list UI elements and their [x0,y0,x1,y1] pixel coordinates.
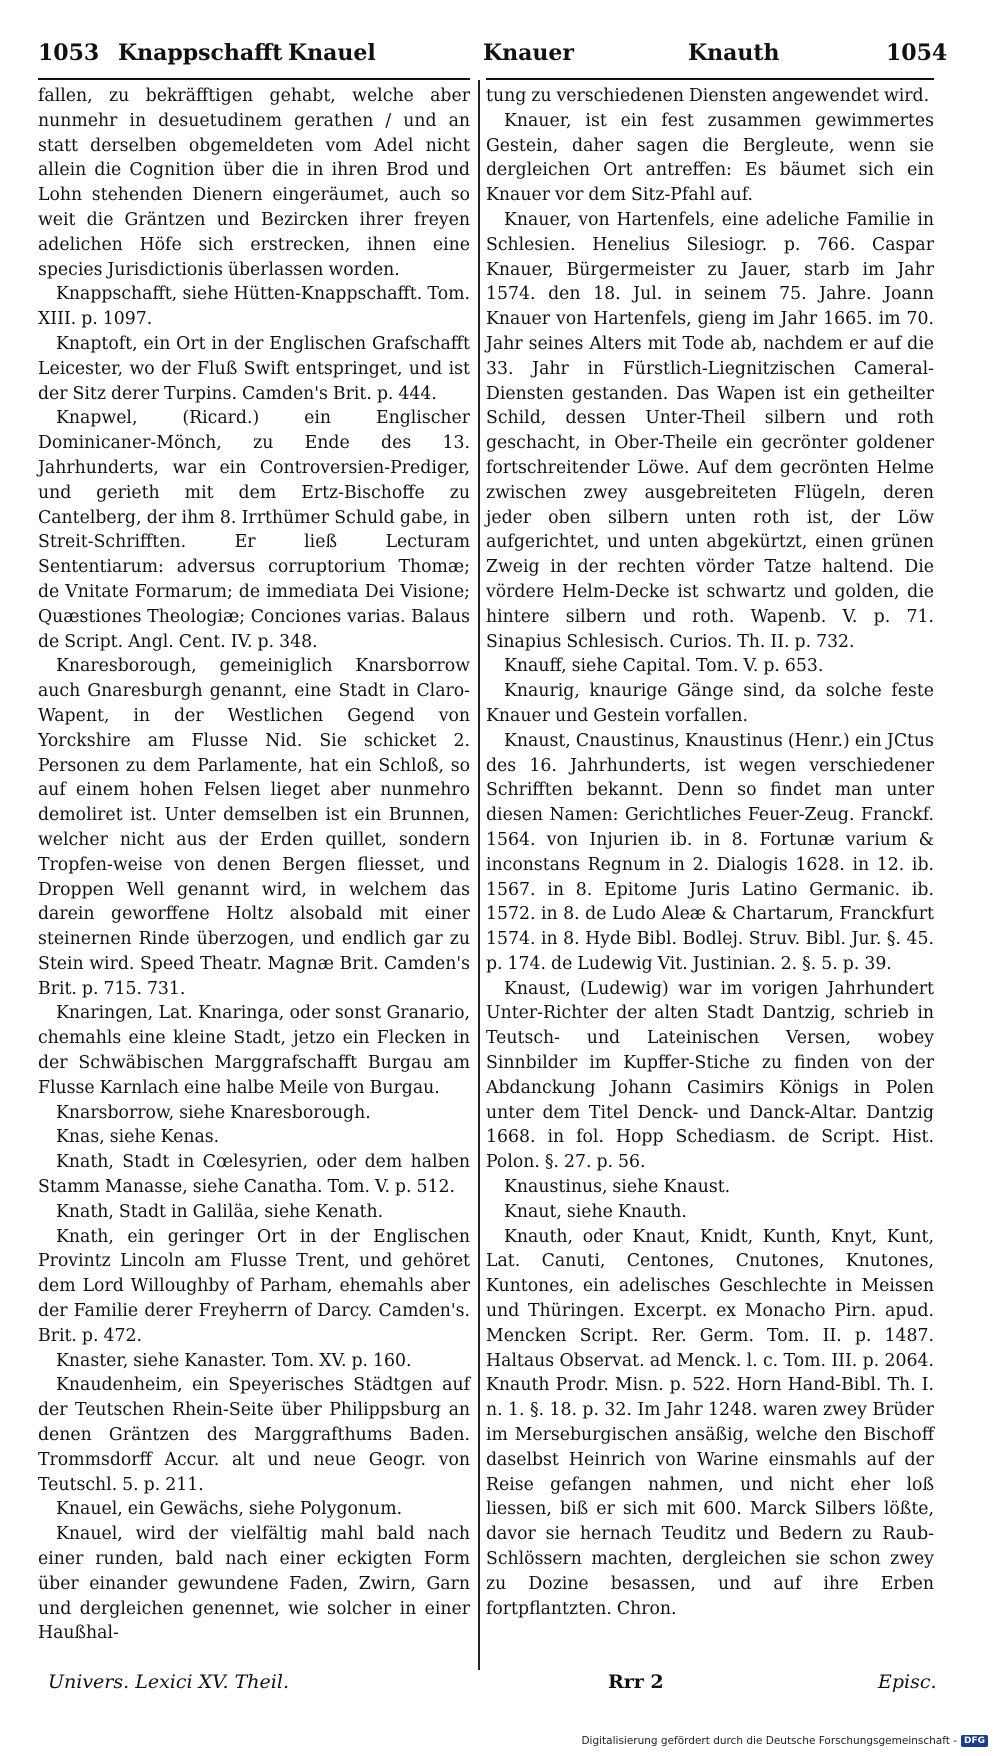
right-paragraph: tung zu verschiedenen Diensten angewendet wird. [486,86,930,106]
left-paragraph: Knauel, wird der vielfältig mahl bald nach einer runden, bald nach einer eckigten Form über einander gewundene Faden, Zwirn, Garn und dergleichen genennet, wie solcher in einer Haußhal- [38,1524,470,1644]
left-paragraph: Knath, ein geringer Ort in der Englischen Provintz Lincoln am Flusse Trent, und gehöret dem Lord Willoughby of Parham, ehemahls aber der Familie derer Freyherrn of Darcy. Camden's. Brit. p. 472. [38,1226,470,1346]
right-paragraph: Knaustinus, siehe Knaust. [504,1177,731,1198]
left-paragraph: Knath, Stadt in Galiläa, siehe Kenath. [56,1201,384,1222]
right-paragraph: Knaust, (Ludewig) war im vorigen Jahrhundert Unter-Richter der alten Stadt Dantzig, schrieb in Teutsch- und Lateinischen Versen, wobey Sinnbilder im Kupffer-Stiche zu finden von der Abdanckung Johann Casimirs Königs in Polen unter dem Titel Denck- und Danck-Altar. Dantzig 1668. in fol. Hopp Schediasm. de Script. Hist. Polon. §. 27. p. 56. [486,978,934,1173]
page-header [38,40,962,76]
right-catchword-2: Knauth [688,40,780,66]
dfg-logo: DFG [961,1735,988,1747]
left-paragraph: Knarsborrow, siehe Knaresborough. [56,1102,371,1123]
left-paragraph: Knath, Stadt in Cœlesyrien, oder dem halben Stamm Manasse, siehe Canatha. Tom. V. p. 512. [38,1152,470,1198]
left-paragraph: Knaptoft, ein Ort in der Englischen Grafschafft Leicester, wo der Fluß Swift entspringet, und ist der Sitz derer Turpins. Camden's Brit. p. 444. [38,333,470,404]
left-catchword-2: Knauel [288,40,376,66]
left-paragraph: Knaudenheim, ein Speyerisches Städtgen auf der Teutschen Rhein-Seite über Philippsburg an denen Gräntzen des Marggrafthums Baden. Trommsdorff Accur. alt und neue Geogr. von Teutschl. 5. p. 211. [38,1375,470,1495]
left-paragraph: Knappschafft, siehe Hütten-Knappschafft. Tom. XIII. p. 1097. [38,284,470,330]
digitization-credit [581,1735,988,1747]
right-paragraph: Knauer, von Hartenfels, eine adeliche Familie in Schlesien. Henelius Silesiogr. p. 766. Caspar Knauer, Bürgermeister zu Jauer, starb im Jahr 1574. den 18. Jul. in seinem 75. Jahre. Joann Knauer von Hartenfels, gieng im Jahr 1665. im 70. Jahr seines Alters mit Tode ab, nachdem er auf die 33. Jahr in Fürstlich-Liegnitzischen Cameral-Diensten gestanden. Das Wapen ist ein getheilter Schild, dessen Unter-Theil silbern und roth geschacht, in Ober-Theile ein gecrönter goldener fortschreitender Löwe. Auf dem gecrönten Helme zwischen zwey ausgebreiteten Flügeln, deren jeder oben silbern unten roth ist, der Löw aufgerichtet, und unten abgekürtzt, einen grünen Zweig in der rechten vörder Tatze haltend. Die vördere Helm-Decke ist schwartz und golden, die hintere silbern und roth. Wapenb. V. p. 71. Sinapius Schlesisch. Curios. Th. II. p. 732. [486,209,934,652]
right-paragraph: Knauth, oder Knaut, Knidt, Kunth, Knyt, Kunt, Lat. Canuti, Centones, Cnutones, Knutones, Kuntones, ein adelisches Geschlechte in Meissen und Thüringen. Excerpt. ex Monacho Pirn. apud. Mencken Script. Rer. Germ. Tom. II. p. 1487. Haltaus Observat. ad Menck. l. c. Tom. III. p. 2064. Knauth Prodr. Misn. p. 522. Horn Hand-Bibl. Th. I. n. 1. §. 18. p. 32. Im Jahr 1248. waren zwey Brüder im Merseburgischen ansäßig, welche den Bischoff daselbst Heinrich von Warine einsmahls auf der Reise gefangen nahmen, und nicht eher loß liessen, biß er sich mit 600. Marck Silbers lößte, davor sie hernach Teuditz und Bedern zu Raub-Schlössern machten, dergleichen sie schon zwey zu Dozine besassen, und auf ihre Erben fortpflantzten. Chron. [486,1226,934,1619]
right-paragraph: Knauer, ist ein fest zusammen gewimmertes Gestein, daher sagen die Bergleute, wenn sie dergleichen Ort antreffen: Es bäumet sich ein Knauer vor dem Sitz-Pfahl auf. [486,110,934,206]
right-paragraph: Knauff, siehe Capital. Tom. V. p. 653. [504,656,824,677]
left-paragraph: Knauel, ein Gewächs, siehe Polygonum. [56,1499,403,1520]
left-column [38,84,470,1646]
volume-signature: Univers. Lexici XV. Theil. [48,1671,289,1693]
right-paragraph: Knaut, siehe Knauth. [504,1201,687,1222]
sheet-signature: Rrr 2 [608,1671,664,1693]
page-footer [38,1671,938,1701]
left-paragraph: Knapwel, (Ricard.) ein Englischer Dominicaner-Mönch, zu Ende des 13. Jahrhunderts, war ein Controversien-Prediger, und gerieth mit dem Ertz-Bischoffe zu Cantelberg, der ihm 8. Irrthümer Schuld gabe, in Streit-Schrifften. Er ließ Lecturam Sententiarum: adversus corruptorium Thomæ; de Vnitate Formarum; de immediata Dei Visione; Quæstiones Theologiæ; Conciones varias. Balaus de Script. Angl. Cent. IV. p. 348. [38,408,470,652]
right-paragraph: Knaust, Cnaustinus, Knaustinus (Henr.) ein JCtus des 16. Jahrhunderts, ist wegen verschiedener Schrifften bekannt. Denn so findet man unter diesen Namen: Gerichtliches Feuer-Zeug. Franckf. 1564. von Injurien ib. in 8. Fortunæ varium & inconstans Regnum in 2. Dialogis 1628. in 12. ib. 1567. in 8. Epitome Juris Latino Germanic. ib. 1572. in 8. de Ludo Aleæ & Chartarum, Franckfurt 1574. in 8. Hyde Bibl. Bodlej. Struv. Bibl. Jur. §. 45. p. 174. de Ludewig Vit. Justinian. 2. §. 5. p. 39. [486,730,934,974]
left-paragraph: Knaringen, Lat. Knaringa, oder sonst Granario, chemahls eine kleine Stadt, jetzo ein Flecken in der Schwäbischen Marggrafschafft Burgau am Flusse Karnlach eine halbe Meile von Burgau. [38,1003,470,1098]
right-column [486,84,934,1621]
left-paragraph: Knas, siehe Kenas. [56,1127,220,1148]
header-rule-right [486,78,934,80]
header-rule-left [38,78,470,80]
left-paragraph: Knaster, siehe Kanaster. Tom. XV. p. 160. [56,1350,412,1371]
credit-text: Digitalisierung gefördert durch die Deutsche Forschungsgemeinschaft - [581,1735,957,1747]
left-page-number: 1053 [38,40,100,66]
right-paragraph: Knaurig, knaurige Gänge sind, da solche feste Knauer und Gestein vorfallen. [486,681,934,726]
right-catchword-1: Knauer [483,40,574,66]
left-catchword-1: Knappschafft [118,40,283,66]
column-divider [478,80,480,1670]
left-paragraph: fallen, zu bekräfftigen gehabt, welche aber nunmehr in desuetudinem gerathen / und an statt derselben obgemeldeten vom Adel nicht allein die Cognition über die in ihren Brod und Lohn stehenden Dienern eingeräumet, auch so weit die Gräntzen und Bezircken ihrer freyen adelichen Höfe sich erstrecken, ihnen eine species Jurisdictionis überlassen worden. [38,86,470,280]
catchword: Episc. [878,1671,937,1693]
left-paragraph: Knaresborough, gemeiniglich Knarsborrow auch Gnaresburgh genannt, eine Stadt in Claro-Wapent, in der Westlichen Gegend von Yorckshire am Flusse Nid. Sie schicket 2. Personen zu dem Parlamente, hat ein Schloß, so auf einem hohen Felsen lieget aber nunmehro demoliret ist. Unter demselben ist ein Brunnen, welcher nicht aus der Erden quillet, sondern Tropfen-weise von denen Bergen fliesset, und Droppen Well genannt wird, in welchem das darein geworffene Holtz alsobald mit einer steinernen Rinde überzogen, und endlich gar zu Stein wird. Speed Theatr. Magnæ Brit. Camden's Brit. p. 715. 731. [38,656,470,999]
right-page-number: 1054 [886,40,948,66]
